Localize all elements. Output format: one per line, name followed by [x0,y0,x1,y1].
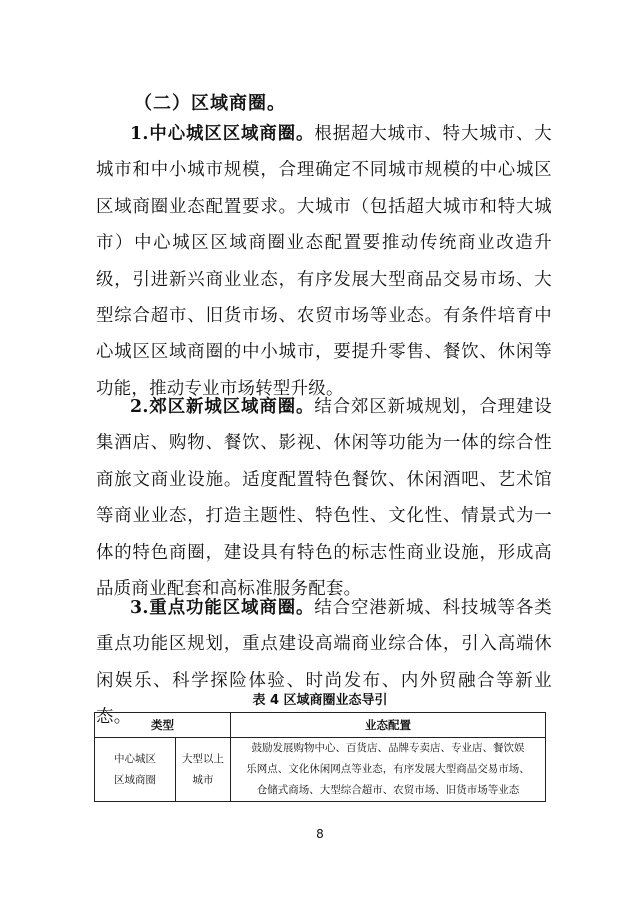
paragraph-suburban-new-town [96,389,552,607]
type-main-cell [95,738,176,802]
paragraph-central-district [96,116,552,407]
section-heading: （二）区域商圈。 [134,93,286,114]
type-main-line: 区域商圈 [114,773,156,786]
config-line: 仓储式商场、大型综合超市、农贸市场、旧货市场等业态 [256,784,520,796]
paragraph-heading: 3.重点功能区域商圈。 [130,598,315,618]
table-row [95,738,546,802]
type-sub-cell [176,738,231,802]
header-config: 业态配置 [231,713,546,738]
table-header-row [95,713,546,738]
config-cell [231,738,546,802]
config-line: 鼓励发展购物中心、百货店、品牌专卖店、专业店、餐饮娱 [251,742,525,754]
paragraph-text: 结合郊区新城规划，合理建设集酒店、购物、餐饮、影视、休闲等功能为一体的综合性商旅文商业设施。适度配置特色餐饮、休闲酒吧、艺术馆等商业业态，打造主题性、特色性、文化性、情景式为一体的特色商圈，建设具有特色的标志性商业设施，形成高品质商业配套和高标准服务配套。 [96,397,552,600]
paragraph-heading: 1.中心城区区域商圈。 [130,124,315,144]
paragraph-text: 结合空港新城、科技城等各类重点功能区规划，重点建设高端商业综合体，引入高端休闲娱乐、科学探险体验、时尚发布、内外贸融合等新业态。 [96,598,552,728]
business-format-guide-table [94,712,546,802]
page-number: 8 [316,827,324,841]
type-main-line: 中心城区 [114,752,156,765]
config-line: 乐网点、文化休闲网点等业态，有序发展大型商品交易市场、 [246,763,530,775]
header-type: 类型 [95,713,231,738]
table-caption: 表 4 区域商圈业态导引 [252,693,388,708]
paragraph-text: 根据超大城市、特大城市、大城市和中小城市规模，合理确定不同城市规模的中心城区区域商圈业态配置要求。大城市（包括超大城市和特大城市）中心城区区域商圈业态配置要推动传统商业改造升级，引进新兴商业业态，有序发展大型商品交易市场、大型综合超市、旧货市场、农贸市场等业态。有条件培育中心城区区域商圈的中小城市，要提升零售、餐饮、休闲等功能，推动专业市场转型升级。 [96,124,552,399]
paragraph-heading: 2.郊区新城区域商圈。 [130,397,315,417]
type-sub-line: 大型以上 [182,752,224,765]
type-sub-line: 城市 [192,773,214,786]
